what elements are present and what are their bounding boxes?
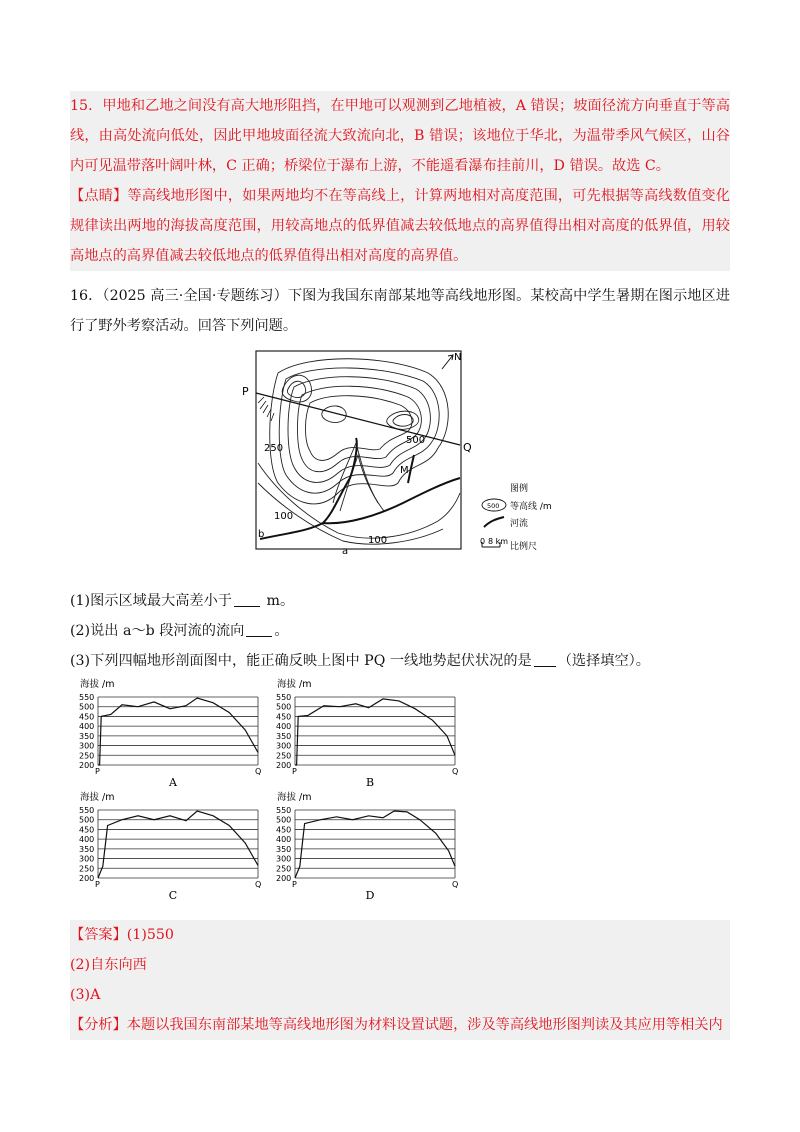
tip-line: 规律读出两地的海拔高度范围，用较高地点的低界值减去较低地点的高界值得出相对高度的低界值，用较 bbox=[70, 218, 730, 234]
profile-tick-label: 550 bbox=[79, 693, 95, 702]
tip-line: 高地点的高界值减去较低地点的低界值得出相对高度的高界值。 bbox=[70, 248, 468, 264]
svg-text:500: 500 bbox=[487, 502, 500, 510]
contour-value-100: 100 bbox=[274, 511, 294, 522]
answer-block bbox=[70, 920, 730, 1040]
profile-tick-label: 500 bbox=[79, 702, 95, 712]
sub-question-3: (3)下列四幅地形剖面图中，能正确反映上图中 PQ 一线地势起伏状况的是 （选择填空）。 bbox=[70, 653, 650, 669]
tip-tag: 【点睛】 bbox=[70, 188, 128, 204]
profile-chart-a bbox=[78, 675, 268, 787]
profile-end-label: Q bbox=[452, 880, 459, 889]
profile-tick-label: 250 bbox=[276, 751, 292, 761]
profile-tick-label: 200 bbox=[79, 874, 95, 883]
profile-ylabel: 海拔 /m bbox=[277, 679, 312, 690]
analysis-line: 【分析】本题以我国东南部某地等高线地形图为材料设置试题，涉及等高线地形图判读及其应用等相关内 bbox=[70, 1017, 723, 1033]
svg-text:0: 0 bbox=[480, 537, 486, 546]
answer-blank[interactable] bbox=[246, 622, 272, 637]
explanation-15 bbox=[70, 91, 730, 271]
profile-tick-label: 300 bbox=[79, 741, 95, 751]
answer-line: (3)A bbox=[70, 987, 101, 1003]
profile-chart-d bbox=[275, 788, 465, 900]
profile-tick-label: 250 bbox=[79, 864, 95, 874]
sub-questions bbox=[70, 586, 730, 676]
contour-value-100-b: 100 bbox=[368, 535, 388, 546]
profile-ylabel: 海拔 /m bbox=[80, 792, 115, 803]
profile-tick-label: 500 bbox=[276, 702, 292, 712]
profile-tick-label: 300 bbox=[276, 741, 292, 751]
tip-line: 【点睛】等高线地形图中，如果两地均不在等高线上，计算两地相对高度范围，可先根据等高线数值变化 bbox=[70, 188, 730, 204]
question-16 bbox=[70, 281, 730, 341]
question-line: 16．（2025 高三·全国·专题练习）下图为我国东南部某地等高线地形图。某校高中学生暑期在图示地区进 bbox=[70, 288, 730, 304]
profile-tick-label: 200 bbox=[276, 874, 292, 883]
explanation-line: 15．甲地和乙地之间没有高大地形阻挡，在甲地可以观测到乙地植被，A 错误；坡面径流方向垂直于等高 bbox=[70, 98, 730, 114]
svg-text:比例尺: 比例尺 bbox=[510, 542, 538, 552]
profile-tick-label: 550 bbox=[276, 693, 292, 702]
answer-line: 【答案】(1)550 bbox=[70, 927, 174, 943]
profile-tick-label: 450 bbox=[276, 825, 292, 835]
north-label: N bbox=[454, 352, 462, 363]
map-label-m: M bbox=[400, 465, 409, 476]
map-legend bbox=[480, 482, 552, 552]
profile-tick-label: 350 bbox=[79, 844, 95, 854]
svg-text:等高线 /m: 等高线 /m bbox=[510, 502, 552, 512]
contour-value-250: 250 bbox=[264, 443, 284, 454]
profile-end-label: Q bbox=[452, 767, 459, 776]
map-label-b: b bbox=[258, 529, 265, 540]
map-label-a: a bbox=[342, 546, 349, 557]
explanation-line: 线，由高处流向低处，因此甲地坡面径流大致流向北，B 错误；该地位于华北，为温带季风气候区，山谷 bbox=[70, 128, 730, 144]
profile-end-label: Q bbox=[255, 880, 262, 889]
profile-tick-label: 400 bbox=[79, 722, 95, 732]
contour-map bbox=[238, 343, 568, 558]
map-label-q: Q bbox=[463, 441, 472, 454]
profile-tick-label: 250 bbox=[276, 864, 292, 874]
svg-text:8 km: 8 km bbox=[488, 537, 509, 546]
profile-tick-label: 300 bbox=[276, 854, 292, 864]
sub-question-2: (2)说出 a～b 段河流的流向 。 bbox=[70, 623, 289, 639]
profile-option-label[interactable]: B bbox=[365, 776, 375, 787]
profile-tick-label: 450 bbox=[79, 825, 95, 835]
explanation-line: 内可见温带落叶阔叶林，C 正确；桥梁位于瀑布上游，不能遥看瀑布挂前川，D 错误。故选 C。 bbox=[70, 158, 670, 174]
profile-tick-label: 350 bbox=[276, 844, 292, 854]
contour-value-500: 500 bbox=[406, 435, 426, 446]
profile-chart-b bbox=[275, 675, 465, 787]
profile-start-label: P bbox=[292, 767, 297, 776]
answer-blank[interactable] bbox=[234, 592, 260, 607]
profile-tick-label: 400 bbox=[79, 835, 95, 845]
answer-line: (2)自东向西 bbox=[70, 957, 147, 973]
profile-option-label[interactable]: A bbox=[169, 776, 177, 787]
profile-tick-label: 550 bbox=[79, 806, 95, 815]
profile-end-label: Q bbox=[255, 767, 262, 776]
profile-tick-label: 450 bbox=[79, 712, 95, 722]
profile-start-label: P bbox=[95, 880, 100, 889]
svg-text:河流: 河流 bbox=[510, 519, 529, 529]
map-label-p: P bbox=[242, 385, 249, 398]
question-line: 行了野外考察活动。回答下列问题。 bbox=[70, 318, 298, 334]
profile-ylabel: 海拔 /m bbox=[277, 792, 312, 803]
answer-blank[interactable] bbox=[534, 652, 556, 667]
profile-tick-label: 200 bbox=[79, 761, 95, 770]
profile-tick-label: 250 bbox=[79, 751, 95, 761]
profile-tick-label: 300 bbox=[79, 854, 95, 864]
profile-ylabel: 海拔 /m bbox=[80, 679, 115, 690]
profile-chart-c bbox=[78, 788, 268, 900]
profile-tick-label: 500 bbox=[79, 815, 95, 825]
profile-tick-label: 350 bbox=[276, 731, 292, 741]
profile-start-label: P bbox=[292, 880, 297, 889]
profile-tick-label: 350 bbox=[79, 731, 95, 741]
profile-option-label[interactable]: C bbox=[168, 889, 178, 900]
svg-text:图例: 图例 bbox=[510, 484, 529, 494]
profile-tick-label: 200 bbox=[276, 761, 292, 770]
profile-option-label[interactable]: D bbox=[365, 889, 375, 900]
profile-tick-label: 400 bbox=[276, 722, 292, 732]
profile-tick-label: 400 bbox=[276, 835, 292, 845]
sub-question-1: (1)图示区域最大高差小于 m。 bbox=[70, 593, 295, 609]
profile-tick-label: 550 bbox=[276, 806, 292, 815]
profile-tick-label: 450 bbox=[276, 712, 292, 722]
profile-start-label: P bbox=[95, 767, 100, 776]
profile-tick-label: 500 bbox=[276, 815, 292, 825]
